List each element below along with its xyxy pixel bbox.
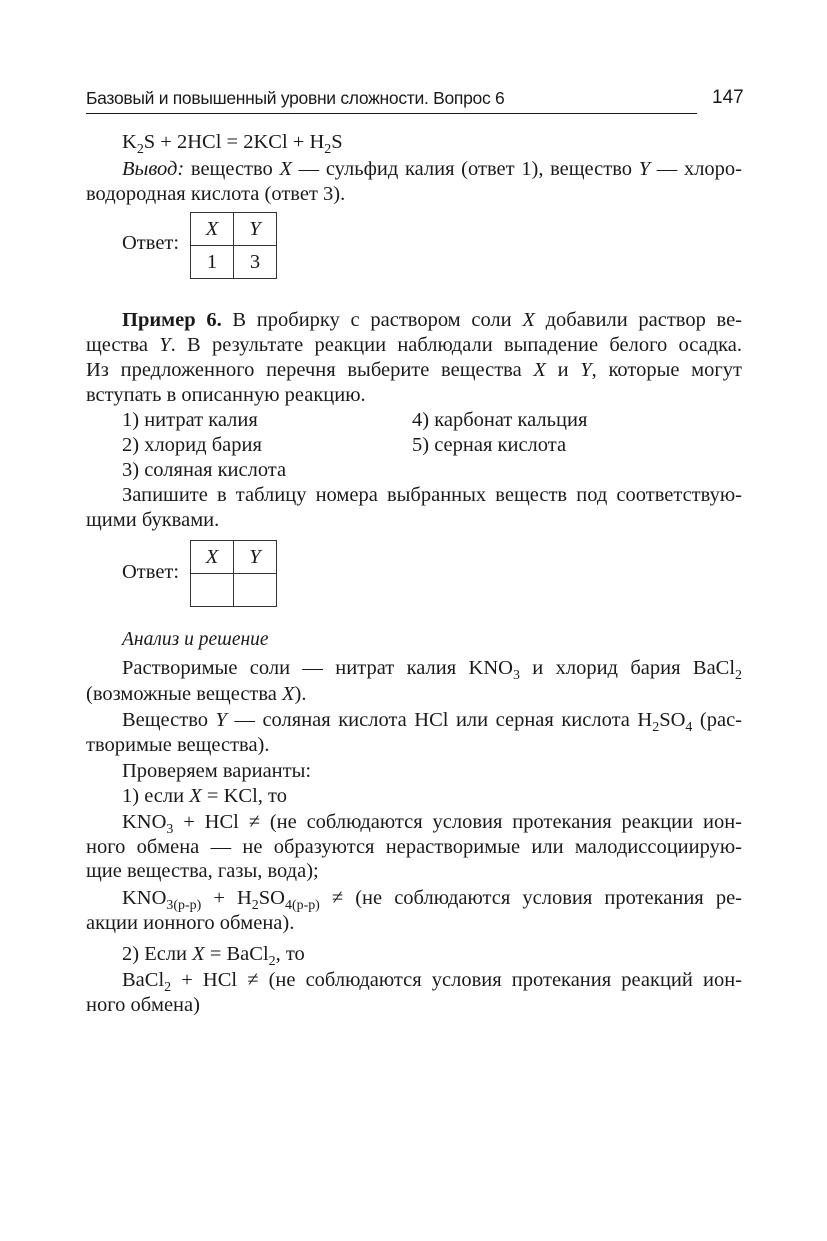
header-rule bbox=[86, 113, 697, 114]
case-1-reaction-1-line-2: ного обмена — не образуются нерастворимые или малодиссоциирую- bbox=[86, 836, 742, 858]
answer-table-1 bbox=[190, 212, 277, 279]
solution-p2-line-2: творимые вещества). bbox=[86, 734, 270, 756]
answer-table-2-header-y: Y bbox=[234, 541, 277, 574]
example6-line-2: щества Y. В результате реакции наблюдали выпадение белого осадка. bbox=[86, 334, 742, 356]
answer-table-1-header-x: X bbox=[191, 213, 234, 246]
answer-table-1-header-y: Y bbox=[234, 213, 277, 246]
solution-p2-line-1: Вещество Y — соляная кислота HCl или серная кислота $H_2SO_4$ (рас- bbox=[122, 709, 742, 735]
answer-table-1-value-x: 1 bbox=[191, 246, 234, 279]
answer-label-1: Ответ: bbox=[122, 232, 180, 254]
case-1-reaction-2-line-1: $KNO_{3(р-р)} + H_2SO_{4(р-р)} \ne (не$ соблюдаются условия протекания ре- bbox=[122, 887, 742, 913]
option-2: 2) хлорид бария bbox=[122, 434, 262, 456]
conclusion-line-1: Вывод: вещество X — сульфид калия (ответ 1), вещество Y — хлоро- bbox=[122, 158, 742, 180]
case-1-heading: 1) если X = KCl, то bbox=[122, 785, 287, 807]
case-2-reaction-1-line-1: BaCl$_2$ + HCl ≠ (не соблюдаются условия протекания реакций ион- bbox=[122, 969, 742, 995]
answer-table-1-value-y: 3 bbox=[234, 246, 277, 279]
case-1-reaction-1-line-3: щие вещества, газы, вода); bbox=[86, 860, 319, 882]
instruction-line-2: щими буквами. bbox=[86, 509, 220, 531]
answer-table-2 bbox=[190, 540, 277, 607]
example6-line-3: Из предложенного перечня выберите вещества X и Y, которые могут bbox=[86, 359, 742, 381]
answer-table-2-cell-x bbox=[191, 574, 234, 607]
answer-table-2-header-x: X bbox=[191, 541, 234, 574]
case-2-heading: 2) Если X = BaCl$_2$, то bbox=[122, 943, 305, 969]
instruction-line-1: Запишите в таблицу номера выбранных веществ под соответствую- bbox=[122, 484, 742, 506]
option-4: 4) карбонат кальция bbox=[412, 409, 588, 431]
example6-title: Пример 6. bbox=[122, 309, 222, 331]
option-5: 5) серная кислота bbox=[412, 434, 567, 456]
solution-p1-line-1: Растворимые соли — нитрат калия $KNO_3$ и хлорид бария BaCl$_2$ bbox=[122, 657, 743, 683]
option-1: 1) нитрат калия bbox=[122, 409, 258, 431]
answer-table-2-cell-y bbox=[234, 574, 277, 607]
case-1-reaction-1-line-1: $KNO_3$ + HCl ≠ (не соблюдаются условия протекания реакции ион- bbox=[122, 811, 742, 837]
page-number: 147 bbox=[712, 87, 744, 108]
case-1-reaction-2-line-2: акции ионного обмена). bbox=[86, 912, 295, 934]
case-2-reaction-1-line-2: ного обмена) bbox=[86, 994, 200, 1016]
conclusion-line-2: водородная кислота (ответ 3). bbox=[86, 183, 346, 205]
solution-heading: Анализ и решение bbox=[122, 629, 269, 650]
equation-k2s-hcl: $K_2S + 2HCl = 2KCl + H_2S$ bbox=[122, 131, 343, 157]
option-3: 3) соляная кислота bbox=[122, 459, 287, 481]
answer-label-2: Ответ: bbox=[122, 561, 180, 583]
solution-p1-line-2: (возможные вещества X). bbox=[86, 683, 307, 705]
check-variants-label: Проверяем варианты: bbox=[122, 760, 312, 782]
example6-line-4: вступать в описанную реакцию. bbox=[86, 384, 366, 406]
running-header-title: Базовый и повышенный уровни сложности. Вопрос 6 bbox=[86, 88, 505, 108]
example6-line-1: Пример 6. В пробирку с раствором соли X добавили раствор ве- bbox=[122, 309, 743, 331]
